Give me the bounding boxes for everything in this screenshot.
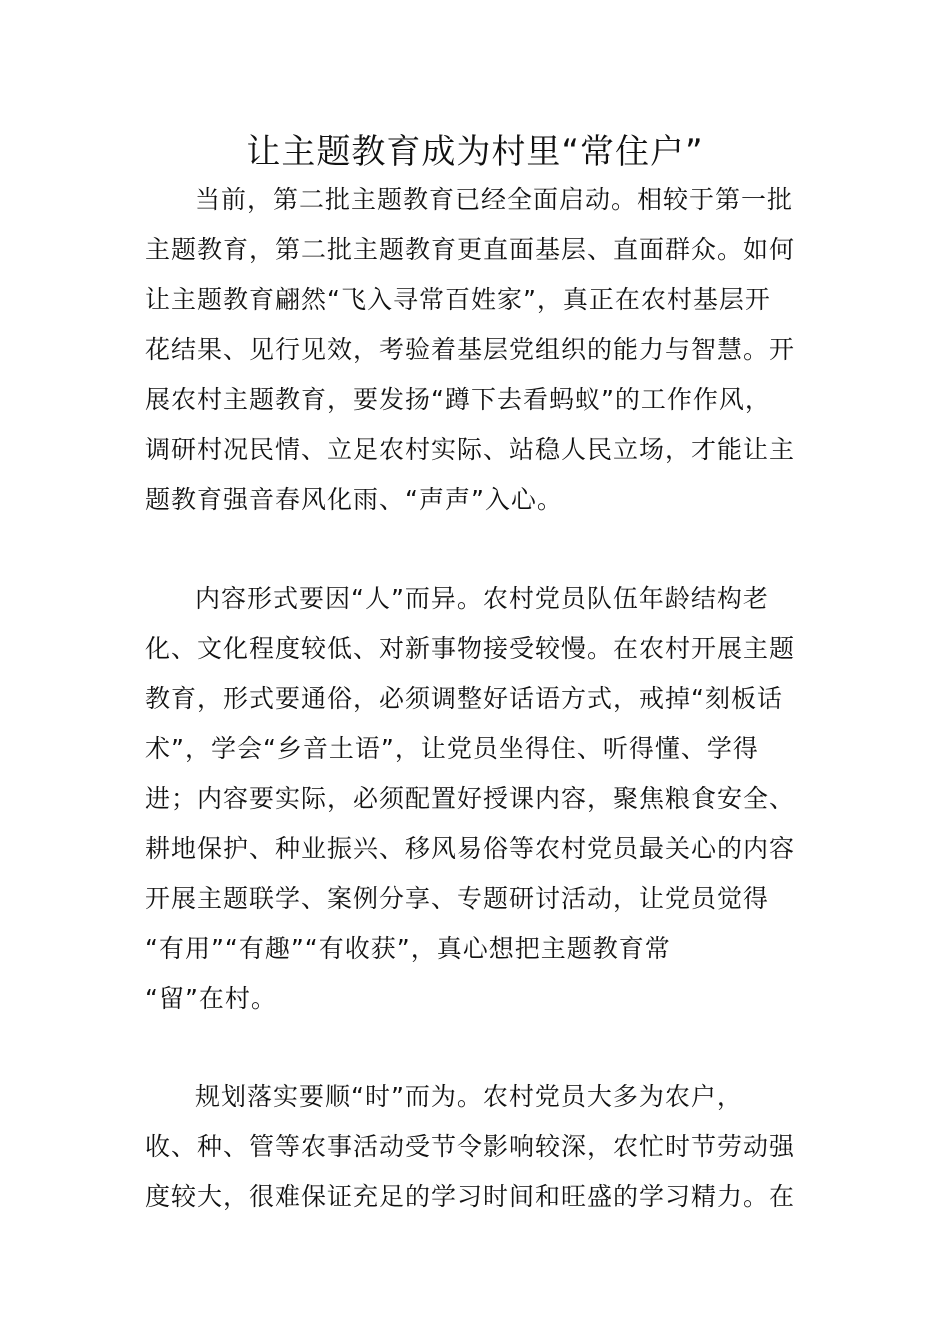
document-title: 让主题教育成为村里“常住户”	[246, 132, 704, 172]
paragraph-3	[145, 1072, 813, 1222]
paragraph-line: 花结果、见行见效，考验着基层党组织的能力与智慧。开	[145, 335, 796, 364]
paragraph-2	[145, 574, 813, 1024]
paragraph-line: 开展主题联学、案例分享、专题研讨活动，让党员觉得	[145, 884, 770, 913]
paragraph-line: 化、文化程度较低、对新事物接受较慢。在农村开展主题	[145, 634, 796, 663]
paragraph-line: 内容形式要因“人”而异。农村党员队伍年龄结构老	[195, 584, 769, 613]
paragraph-1	[145, 175, 813, 525]
paragraph-line: 教育，形式要通俗，必须调整好话语方式，戒掉“刻板话	[145, 684, 783, 713]
paragraph-line: 题教育强音春风化雨、“声声”入心。	[145, 485, 563, 514]
paragraph-line: 收、种、管等农事活动受节令影响较深，农忙时节劳动强	[145, 1132, 796, 1161]
paragraph-line: “有用”“有趣”“有收获”，真心想把主题教育常	[145, 934, 671, 963]
paragraph-line: “留”在村。	[145, 984, 277, 1013]
paragraph-line: 度较大，很难保证充足的学习时间和旺盛的学习精力。在	[145, 1182, 796, 1211]
paragraph-line: 进；内容要实际，必须配置好授课内容，聚焦粮食安全、	[145, 784, 796, 813]
paragraph-line: 术”，学会“乡音土语”，让党员坐得住、听得懂、学得	[145, 734, 759, 763]
paragraph-line: 当前，第二批主题教育已经全面启动。相较于第一批	[195, 185, 794, 214]
paragraph-line: 规划落实要顺“时”而为。农村党员大多为农户，	[195, 1082, 743, 1111]
paragraph-line: 调研村况民情、立足农村实际、站稳人民立场，才能让主	[145, 435, 796, 464]
paragraph-line: 主题教育，第二批主题教育更直面基层、直面群众。如何	[145, 235, 796, 264]
paragraph-line: 展农村主题教育，要发扬“蹲下去看蚂蚁”的工作作风，	[145, 385, 771, 414]
paragraph-line: 耕地保护、种业振兴、移风易俗等农村党员最关心的内容	[145, 834, 796, 863]
paragraph-line: 让主题教育翩然“飞入寻常百姓家”，真正在农村基层开	[145, 285, 771, 314]
